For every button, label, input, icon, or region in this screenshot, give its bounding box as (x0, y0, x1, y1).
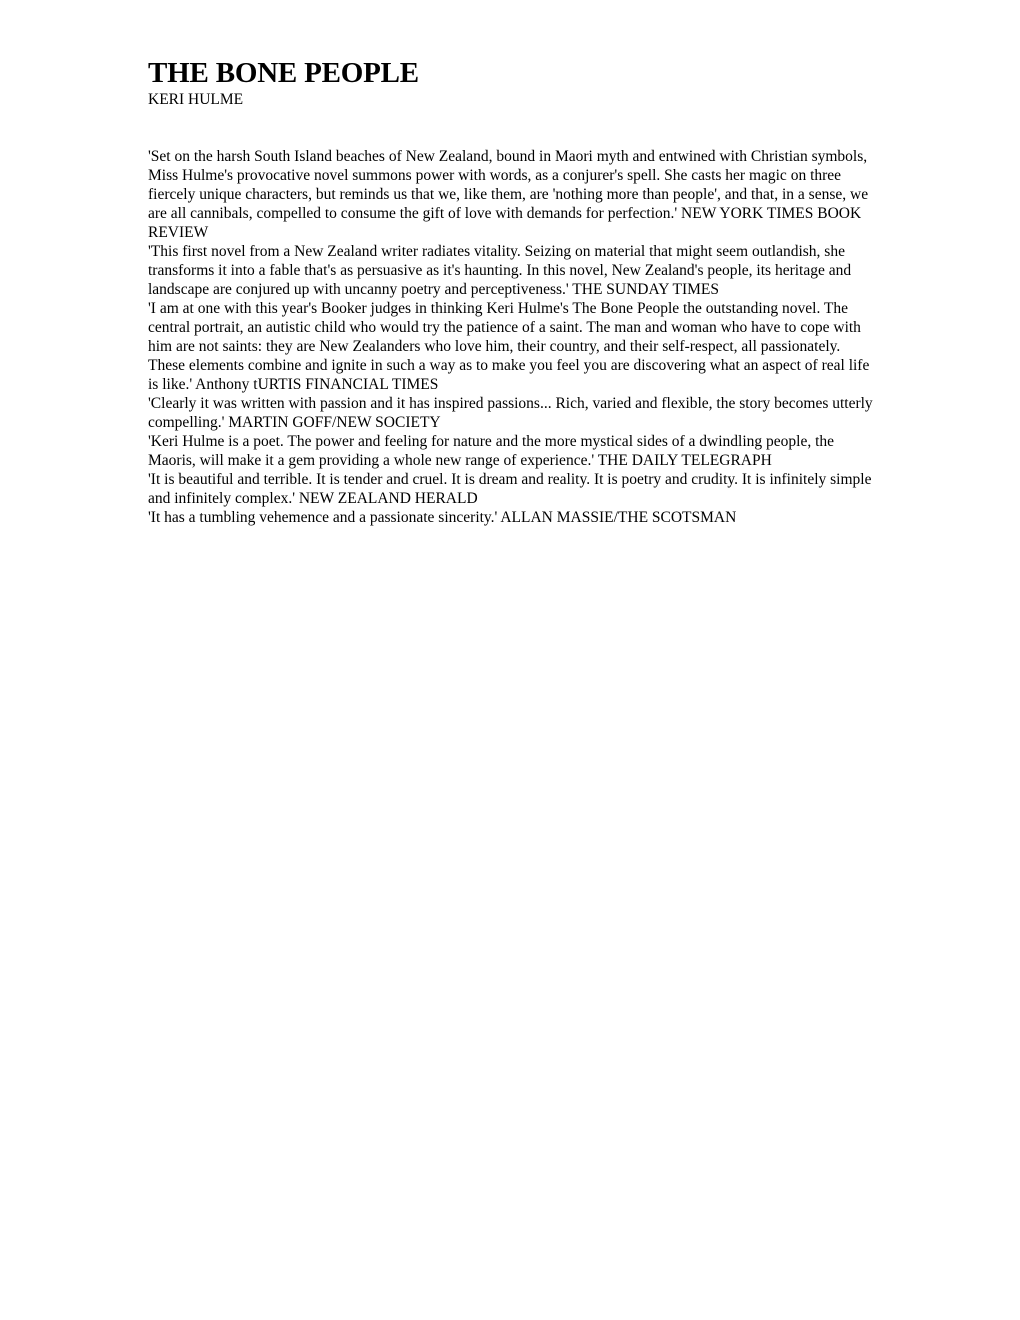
book-author: KERI HULME (148, 91, 244, 108)
review-quote: 'It is beautiful and terrible. It is tender and cruel. It is dream and reality. It is poetry and crudity. It is infinitely simple and infinitely complex.' NEW ZEALAND HERALD (148, 471, 872, 507)
review-quote: 'Clearly it was written with passion and it has inspired passions... Rich, varied and flexible, the story becomes utterly compelling.' MARTIN GOFF/NEW SOCIETY (148, 395, 873, 431)
review-list (148, 147, 878, 527)
review-quote: 'It has a tumbling vehemence and a passionate sincerity.' ALLAN MASSIE/THE SCOTSMAN (148, 509, 737, 526)
review-quote: 'Set on the harsh South Island beaches of New Zealand, bound in Maori myth and entwined with Christian symbols, Miss Hulme's provocative novel summons power with words, as a conjurer's spell. She casts her magic on three fiercely unique characters, but reminds us that we, like them, are 'nothing more than people', and that, in a sense, we are all cannibals, compelled to consume the gift of love with demands for perfection.' NEW YORK TIMES BOOK REVIEW (148, 148, 869, 241)
document-page (148, 56, 878, 527)
review-quote: 'Keri Hulme is a poet. The power and feeling for nature and the more mystical sides of a dwindling people, the Maoris, will make it a gem providing a whole new range of experience.' THE DAILY TELEGRAPH (148, 433, 835, 469)
review-quote: 'I am at one with this year's Booker judges in thinking Keri Hulme's The Bone People the outstanding novel. The central portrait, an autistic child who would try the patience of a saint. The man and woman who have to cope with him are not saints: they are New Zealanders who love him, their country, and their self-respect, all passionately. These elements combine and ignite in such a way as to make you feel you are discovering what an aspect of real life is like.' Anthony tURTIS FINANCIAL TIMES (148, 300, 870, 393)
review-quote: 'This first novel from a New Zealand writer radiates vitality. Seizing on material that might seem outlandish, she transforms it into a fable that's as persuasive as it's haunting. In this novel, New Zealand's people, its heritage and landscape are conjured up with uncanny poetry and perceptiveness.' THE SUNDAY TIMES (148, 243, 852, 298)
book-title: THE BONE PEOPLE (148, 57, 419, 89)
